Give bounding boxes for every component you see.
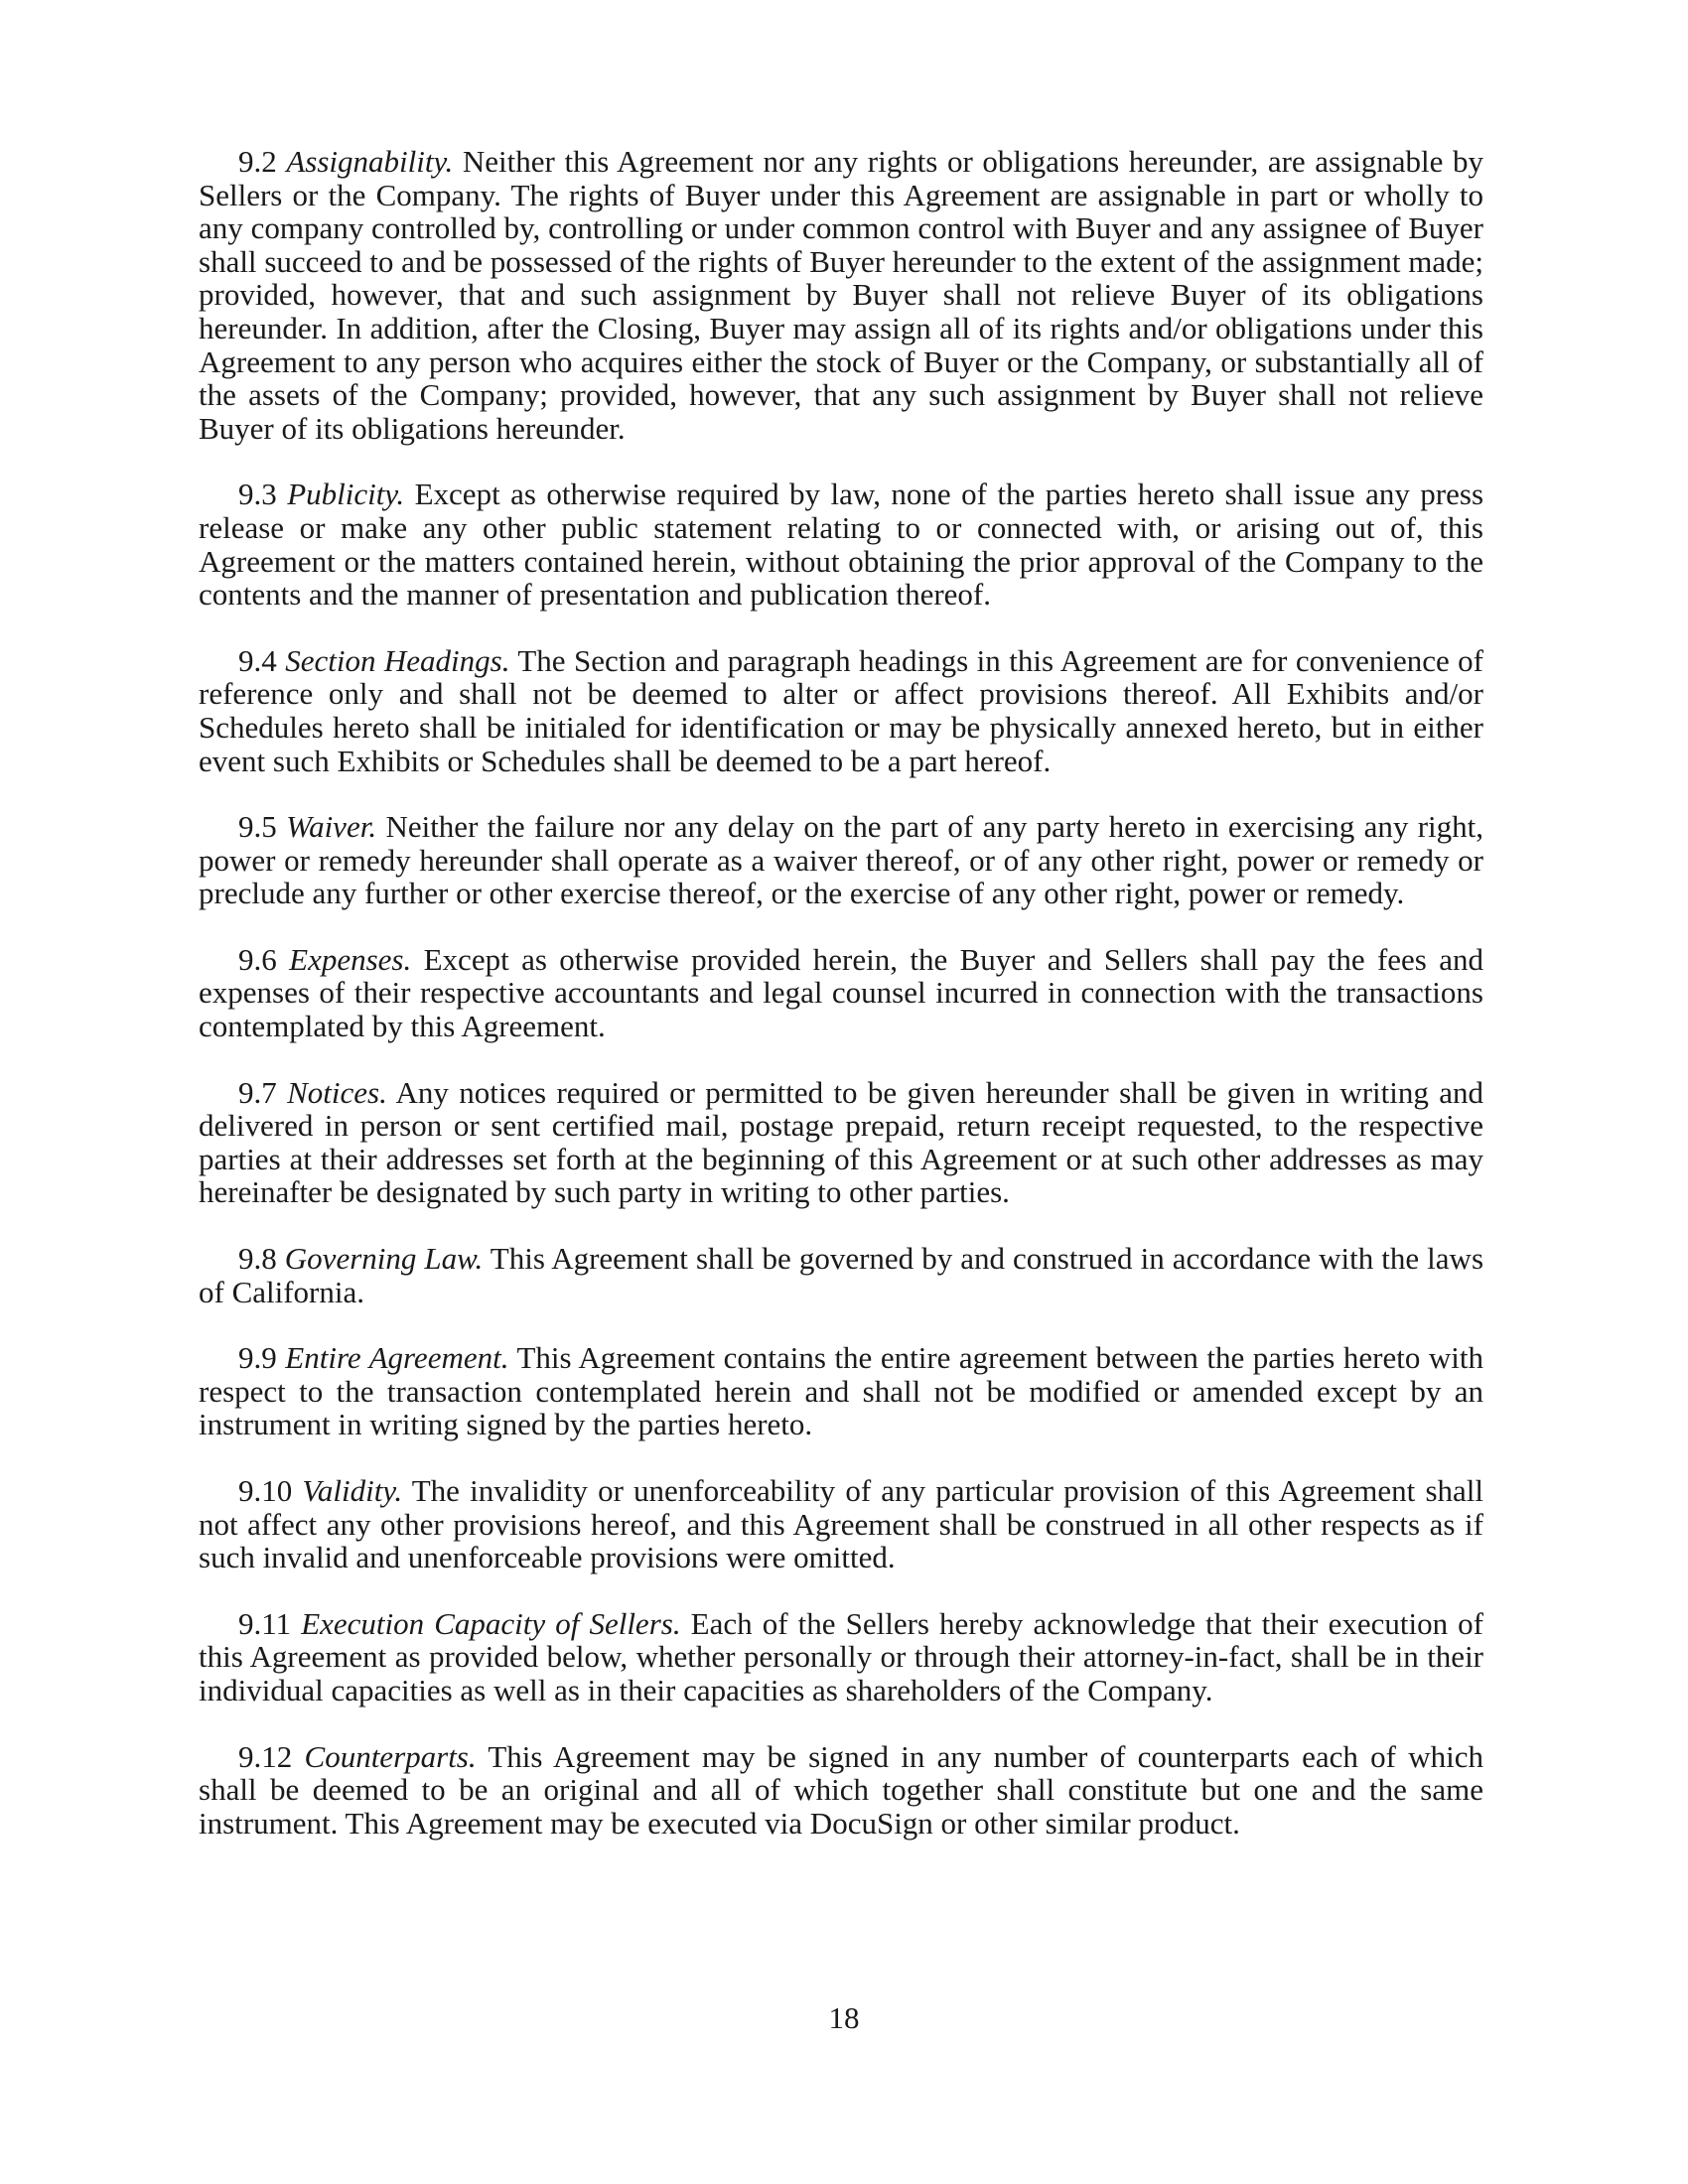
section-heading: Counterparts. [304, 1738, 477, 1774]
section-number: 9.8 [238, 1241, 277, 1277]
section-body: This Agreement may be signed in any number of counterparts each of which shall be deemed to be an original and all of which together shall constitute but one and the same instrument. This Agreement may be executed via DocuSign or other similar product. [199, 1738, 1484, 1841]
section-number: 9.9 [238, 1340, 277, 1376]
section-number: 9.10 [238, 1473, 293, 1508]
section-heading: Section Headings. [285, 642, 510, 678]
section-heading: Waiver. [286, 809, 377, 845]
section-body: Neither this Agreement nor any rights or obligations hereunder, are assignable by Sellers or the Company. The rights of Buyer under this Agreement are assignable in part or wholly to any company controlled by, controlling or under common control with Buyer and any assignee of Buyer shall succeed to and be possessed of the rights of Buyer hereunder to the extent of the assignment made; provided, however, that and such assignment by Buyer shall not relieve Buyer of its obligations hereunder. In addition, after the Closing, Buyer may assign all of its rights and/or obligations under this Agreement to any person who acquires either the stock of Buyer or the Company, or substantially all of the assets of the Company; provided, however, that any such assignment by Buyer shall not relieve Buyer of its obligations hereunder. [199, 144, 1484, 446]
section-heading: Publicity. [287, 477, 405, 512]
section-heading: Entire Agreement. [285, 1340, 509, 1376]
section-body: The invalidity or unenforceability of any particular provision of this Agreement shall not affect any other provisions hereof, and this Agreement shall be construed in all other respects as if such invalid and unenforceable provisions were omitted. [199, 1473, 1483, 1575]
section-9-12 [199, 1740, 1483, 1841]
section-body: Except as otherwise required by law, none of the parties hereto shall issue any press release or make any other public statement relating to or connected with, or arising out of, this Agreement or the matters contained herein, without obtaining the prior approval of the Company to the contents and the manner of presentation and publication thereof. [199, 477, 1484, 613]
section-9-7 [199, 1076, 1483, 1209]
section-body: This Agreement contains the entire agreement between the parties hereto with respect to the transaction contemplated herein and shall not be modified or amended except by an instrument in writing signed by the parties hereto. [199, 1340, 1483, 1442]
section-heading: Expenses. [289, 941, 412, 977]
section-9-8 [199, 1242, 1483, 1308]
section-9-9 [199, 1341, 1483, 1441]
section-number: 9.3 [238, 477, 277, 512]
section-number: 9.5 [238, 809, 277, 845]
document-page [199, 145, 1483, 1872]
section-number: 9.4 [238, 642, 277, 678]
section-number: 9.2 [238, 144, 277, 179]
section-body: The Section and paragraph headings in this Agreement are for convenience of reference only and shall not be deemed to alter or affect provisions thereof. All Exhibits and/or Schedules hereto shall be initialed for identification or may be physically annexed hereto, but in either event such Exhibits or Schedules shall be deemed to be a part hereof. [199, 642, 1483, 778]
section-number: 9.6 [238, 941, 277, 977]
section-heading: Execution Capacity of Sellers. [301, 1605, 681, 1641]
section-body: Except as otherwise provided herein, the Buyer and Sellers shall pay the fees and expenses of their respective accountants and legal counsel incurred in connection with the transactions contemplated by this Agreement. [199, 941, 1484, 1044]
page-number: 18 [828, 2000, 860, 2035]
section-9-5 [199, 810, 1483, 910]
section-number: 9.7 [238, 1074, 277, 1110]
section-number: 9.12 [238, 1738, 293, 1774]
section-heading: Validity. [302, 1473, 403, 1508]
section-9-10 [199, 1474, 1483, 1574]
section-heading: Assignability. [286, 144, 454, 179]
section-9-3 [199, 478, 1483, 611]
section-heading: Governing Law. [284, 1241, 484, 1277]
section-number: 9.11 [238, 1605, 292, 1641]
section-9-11 [199, 1607, 1483, 1707]
section-body: Neither the failure nor any delay on the part of any party hereto in exercising any right, power or remedy hereunder shall operate as a waiver thereof, or of any other right, power or remedy or preclude any further or other exercise thereof, or the exercise of any other right, power or remedy. [199, 809, 1484, 911]
section-9-6 [199, 943, 1483, 1043]
section-body: This Agreement shall be governed by and construed in accordance with the laws of California. [199, 1241, 1484, 1309]
section-body: Any notices required or permitted to be given hereunder shall be given in writing and delivered in person or sent certified mail, postage prepaid, return receipt requested, to the respective parties at their addresses set forth at the beginning of this Agreement or at such other addresses as may hereinafter be designated by such party in writing to other parties. [199, 1074, 1484, 1210]
section-heading: Notices. [287, 1074, 387, 1110]
section-9-2 [199, 145, 1483, 445]
section-9-4 [199, 644, 1483, 777]
section-body: Each of the Sellers hereby acknowledge that their execution of this Agreement as provided below, whether personally or through their attorney-in-fact, shall be in their individual capacities as well as in their capacities as shareholders of the Company. [199, 1605, 1483, 1707]
